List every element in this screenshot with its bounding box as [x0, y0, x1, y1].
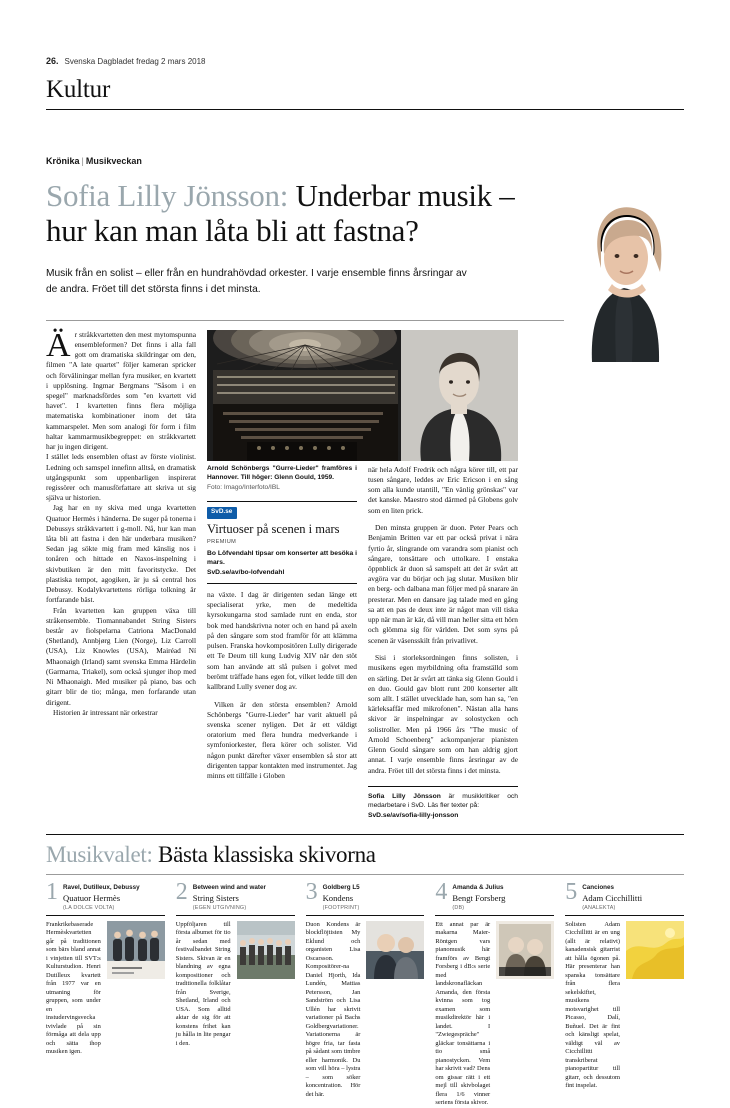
- album-number: 3: [305, 879, 318, 906]
- album-divider: [306, 915, 425, 916]
- article-photo: [207, 330, 518, 461]
- album-artist: Between wind and water: [192, 884, 266, 892]
- page-number: 26.: [46, 56, 59, 66]
- paragraph: r stråkkvartetten den mest mytomspunna ensembleformen? Det finns i alla fall gott om dramatiska skildringar om den, filmen "A late quartet" följer kameran spricker och förväliningar mellan fyra musiker, en kvartett i upplösning. Ingmar Bergmans "Såsom i en spegel" marknadsfördes som "en kvartett vid havet". I kvartetten finns flera möjliga matematiska kombinationer inom det täta kammarspelet. Men som analogi för form i film haltar kammarmusikbegreppet: en stråkkvartett har ju ingen dirigent.: [46, 329, 196, 452]
- paragraph: na växte. I dag är dirigenten sedan länge ett specialiserat yrke, men de medeltida kyrsokungarna stod samlade runt en enda, stor bok med handskrivna noter och en hand på axeln på den sångare som stod framför för att klämma pulsen. Franska hovkompositören Lully dirigerade ett Te Deum till kung Ludvig XIV när den stöt som han använde att slå pulsen i golvet med berömt träffade hans egen fot, vilket ledde till den kallbrand Lully svener dog av.: [207, 590, 357, 691]
- album-review-text: Uppföljaren till första albumet för tio år sedan med festivalbandet String Sisters. Skivan är en blandning av egna kompositioner och traditionella folklåtar från Sverige, Shetland, Irland och USA. Som alltid aktar de sig för att konstens frihet kan ju hålla in lite pengar i den.: [175, 920, 231, 1047]
- author-note: [368, 786, 518, 821]
- album-cover: [107, 921, 165, 979]
- album-list: [46, 879, 684, 1108]
- album-header: [565, 879, 684, 911]
- feature-title-label: Musikvalet:: [46, 842, 153, 868]
- album-divider: [46, 915, 165, 916]
- author-portrait: [564, 176, 684, 362]
- headline-author: Sofia Lilly Jönsson:: [46, 178, 289, 213]
- album-artist: Amanda & Julius: [452, 884, 504, 892]
- album-number: 2: [175, 879, 188, 906]
- album-artist: Canciones: [582, 884, 615, 892]
- album-body: [306, 921, 425, 1100]
- paragraph: Jag har en ny skiva med unga kvartetten Quatuor Hermès i händerna. De suger på tonerna i Debussys stråkkvartett i g-moll. Nå, hur kan man låta bli att fastna i den här underbara musiken? Sedan jag sökte mig fram med känslig nos i tonåren och hittade en Naxos-inspelning i skivbutiken är den mitt favoritstycke. Det plastiska tempot, agogiken, är ju så central hos Debussy. Kodalykvartettens rörliga tolkning är fortfarande bäst.: [46, 503, 196, 605]
- premium-badge: PREMIUM: [207, 539, 237, 546]
- kicker-secondary: Musikveckan: [85, 156, 142, 166]
- author-link[interactable]: SvD.se/av/sofia-lilly-jonsson: [368, 811, 459, 819]
- album-review-text: Ett annat par är makarna Maier-Röntgen vars pianomusik här framförs av Bengt Forsberg i dB:s serie med landskronafläckan Amanda, den första kvinna som tog examen som musikdirektör här i landet. I "Zwiegespräche" gläckar tonsättarna i tio små pianostycken. Vem har skrivit vad? Dens om gissar rätt i ett mejl till skivbolaget flera 1/6 vinner seriens första skivor.: [435, 920, 491, 1107]
- album-body: [46, 921, 165, 1057]
- body-column-3: [368, 461, 518, 821]
- paragraph: Sisi i storleksordningen finns solisten, i musikens egen myrbildning ofta framställd som en särling. Det är svårt att tänka sig Glenn Gould i en duo. Gould gav blott runt 200 konserter allt som allt. I stället utvecklade han, som han sa, "en kärleksaffär med mikrofonen". Nästan alla hans skivor är inspelningar av solostycken och solistroller. Men på 1966 års "The music of Arnold Schoenberg" ackompanjerar pianisten Glenn Gould sångare som om han aldrig gjort annat. I varje ensemble finns årsringar av de andra. Fröet till det största finns i det minsta.: [368, 653, 518, 775]
- feature-subdivider: [46, 874, 684, 875]
- photo-caption: [207, 465, 357, 494]
- album-title: Kondens: [322, 893, 354, 904]
- section-divider: [46, 109, 684, 110]
- headline-text: Underbar musik – hur kan man låta bli att fastna?: [46, 178, 515, 249]
- list-item[interactable]: [305, 879, 425, 1108]
- album-meta: [63, 883, 140, 910]
- drop-cap: Ä: [46, 326, 71, 364]
- list-item[interactable]: [565, 879, 684, 1108]
- album-artist: Goldberg L5: [322, 884, 360, 892]
- photo-and-columns: [207, 330, 518, 821]
- article-standfirst: Musik från en solist – eller från en hundrahövdad orkester. I varje ensemble finns årsringar av de andra. Fröet till det största finns i det minsta.: [46, 268, 467, 295]
- paragraph: Historien är intressant när orkestrar: [53, 707, 158, 717]
- promo-link[interactable]: SvD.se/av/bo-lofvendahl: [207, 568, 285, 576]
- album-review-text: Duon Kondens är blockflöjtisten My Eklund och organisten Lisa Oscarsson. Kompositörer-na Daniel Hjorth, Ida Lundén, Mattias Petersson, Jan Sandström och Lisa Ullén har skrivit variationer på Bachs Goldbergvariationer. Variationerna är högre fria, tar fasta på sådant som timbre eller harmonik. Du som vill höra – lystra – som söker koncentration. Hör det här.: [305, 920, 361, 1098]
- album-meta: [323, 883, 360, 910]
- album-number: 5: [565, 879, 578, 906]
- album-meta: [582, 883, 642, 910]
- album-divider: [565, 915, 684, 916]
- caption-text: Arnold Schönbergs "Gurre-Lieder" framföres i Hannover. Till höger: Glenn Gould, 1959.: [207, 464, 357, 481]
- album-review-text: Solisten Adam Cicchillitti är en ung (allt är relativt) kanadensisk gitarrist att hålla ögonen på. Här presenterar han spanska tonsättare från flera sekelskiftet, musikens motsvarighet till Picasso, Dalí, Buñuel. Det är fint och känsligt spelat, väldigt väl av Cicchillitti transkriberat pianopartitur till gitarr, och dessutom fint inspelat.: [565, 920, 620, 1090]
- album-label: (FOOTPRINT): [322, 904, 360, 911]
- promo-text: Bo Löfvendahl tipsar om konserter att besöka i mars.: [207, 549, 357, 567]
- photo-credit: Foto: Imago/Interfoto/IBL: [207, 484, 280, 492]
- album-divider: [176, 915, 295, 916]
- list-item[interactable]: [175, 879, 295, 1108]
- album-title: Adam Cicchillitti: [582, 893, 643, 904]
- album-cover: [237, 921, 295, 979]
- album-body: [176, 921, 295, 1049]
- feature-title-main: Bästa klassiska skivorna: [152, 842, 376, 868]
- masthead: [46, 0, 684, 66]
- paragraph: I stället leds ensemblen oftast av förste violinist. Ledning och samspel innefinn alltså, en dramatisk utgångspunkt som uppenbarligen inspirerat regissörer och manusförfattare att skriva ut sig själva ur historien.: [46, 452, 196, 503]
- album-header: [175, 879, 295, 911]
- album-meta: [452, 883, 505, 910]
- album-cover: [496, 921, 554, 979]
- album-header: [435, 879, 554, 911]
- paragraph: Från kvartetten kan gruppen växa till stråkensemble. Tiomannabandet String Sisters består av fiolspelarna Catriona MacDonald (Shetland), Annbjørg Lien (Norge), Liz Carroll (USA), Liz Knowles (USA), Mairéad Ní Mhaonaigh (Irland) samt svenska Emma Härdelin (Garmarna, Triakel), som också sjunger ihop med Ni Mhaonaigh. Med musiker på piano, bas och gitarr blir de tio; många, men forfarande utan dirigent.: [46, 605, 196, 707]
- section-title: Kultur: [46, 76, 111, 103]
- paragraph: Vilken är den största ensemblen? Arnold Schönbergs "Gurre-Lieder" har varit aktuell på svenska scener nyligen. Det är ett väldigt oratorium med flera hundra medverkande i symfoniorkester, flera körer och solister. Vid någon punkt därefter växer ensemblen så stor att dirigenten tappar kontakten med instrumentet. Jag minns ett tillfälle i Globen: [207, 699, 357, 781]
- promo-title: Virtuoser på scenen i mars: [207, 521, 340, 536]
- feature-divider: [46, 834, 684, 835]
- author-note-text: är musikkritiker och medarbetare i SvD. Läs fler texter på:: [368, 792, 518, 810]
- album-artist: Ravel, Dutilleux, Debussy: [63, 884, 140, 892]
- svd-tag[interactable]: SvD.se: [207, 507, 237, 519]
- album-title: Quatuor Hermès: [63, 893, 121, 904]
- article-headline: [46, 178, 556, 248]
- author-name: Sofia Lilly Jönsson: [368, 792, 441, 800]
- album-label: (DB): [452, 904, 465, 911]
- album-cover: [626, 921, 684, 979]
- album-label: (EGEN UTGIVNING): [192, 904, 247, 911]
- list-item[interactable]: [435, 879, 554, 1108]
- paragraph: när hela Adolf Fredrik och några körer till, ett par tusen sångare, leddes av Eric Ericson i en sång som alla kunde utantill, "En vänlig grönskas" var det kanske. Maestro stod därmed på Globens golv som en liten prick.: [368, 464, 518, 515]
- album-label: (LA DOLCE VOLTA): [63, 904, 115, 911]
- album-meta: [193, 883, 266, 910]
- album-review-text: Frankrikebaserade Hermèskvartetten går på traditionen som bärs bland annat i vinjetten till SVT:s Kulturstudion. Henri Dutilleux kvartett från 1977 var en utmaning för gruppen, som under en instudervingsvecka tvivlade på sin förmåga att dela upp och sätta ihop musiken igen.: [46, 920, 101, 1056]
- kicker-primary: Krönika: [46, 156, 80, 166]
- album-header: [46, 879, 165, 911]
- album-divider: [435, 915, 554, 916]
- album-title: Bengt Forsberg: [452, 893, 506, 904]
- paragraph: Den minsta gruppen är duon. Peter Pears och Benjamin Britten var ett par också privat i nära fyrtio år, slingrande om varandra som pianist och sångare, tonsättare och uttolkare. I enstaka öppnblick är duon så samspelt att det är svårt att avgöra var du börjar och jag slutar. Musiken blir en berg- och dalbana man följer med på snarare än presterar. Men en dansare jag talade med en gång sa att en pas de deux inte är något man vill tiska upp när man är kär, då vill man heller sitta ett hörn och glömma sig för världen. Det som syns på scenen är väsensskilt från privatlivet.: [368, 523, 518, 645]
- album-number: 1: [46, 879, 58, 906]
- body-column-1: [46, 326, 196, 821]
- body-column-2: [207, 461, 357, 821]
- album-body: [435, 921, 554, 1108]
- album-cover: [366, 921, 424, 979]
- album-header: [305, 879, 425, 911]
- promo-box[interactable]: [207, 501, 357, 584]
- album-number: 4: [435, 879, 448, 906]
- list-item[interactable]: [46, 879, 165, 1108]
- album-body: [565, 921, 684, 1091]
- album-label: (ANALEKTA): [582, 904, 616, 911]
- feature-title: [46, 842, 684, 868]
- kicker-separator: |: [81, 156, 84, 166]
- album-title: String Sisters: [192, 893, 239, 904]
- article-body: [46, 326, 684, 821]
- publication-name: Svenska Dagbladet fredag 2 mars 2018: [64, 57, 206, 66]
- article-kicker: [46, 156, 684, 166]
